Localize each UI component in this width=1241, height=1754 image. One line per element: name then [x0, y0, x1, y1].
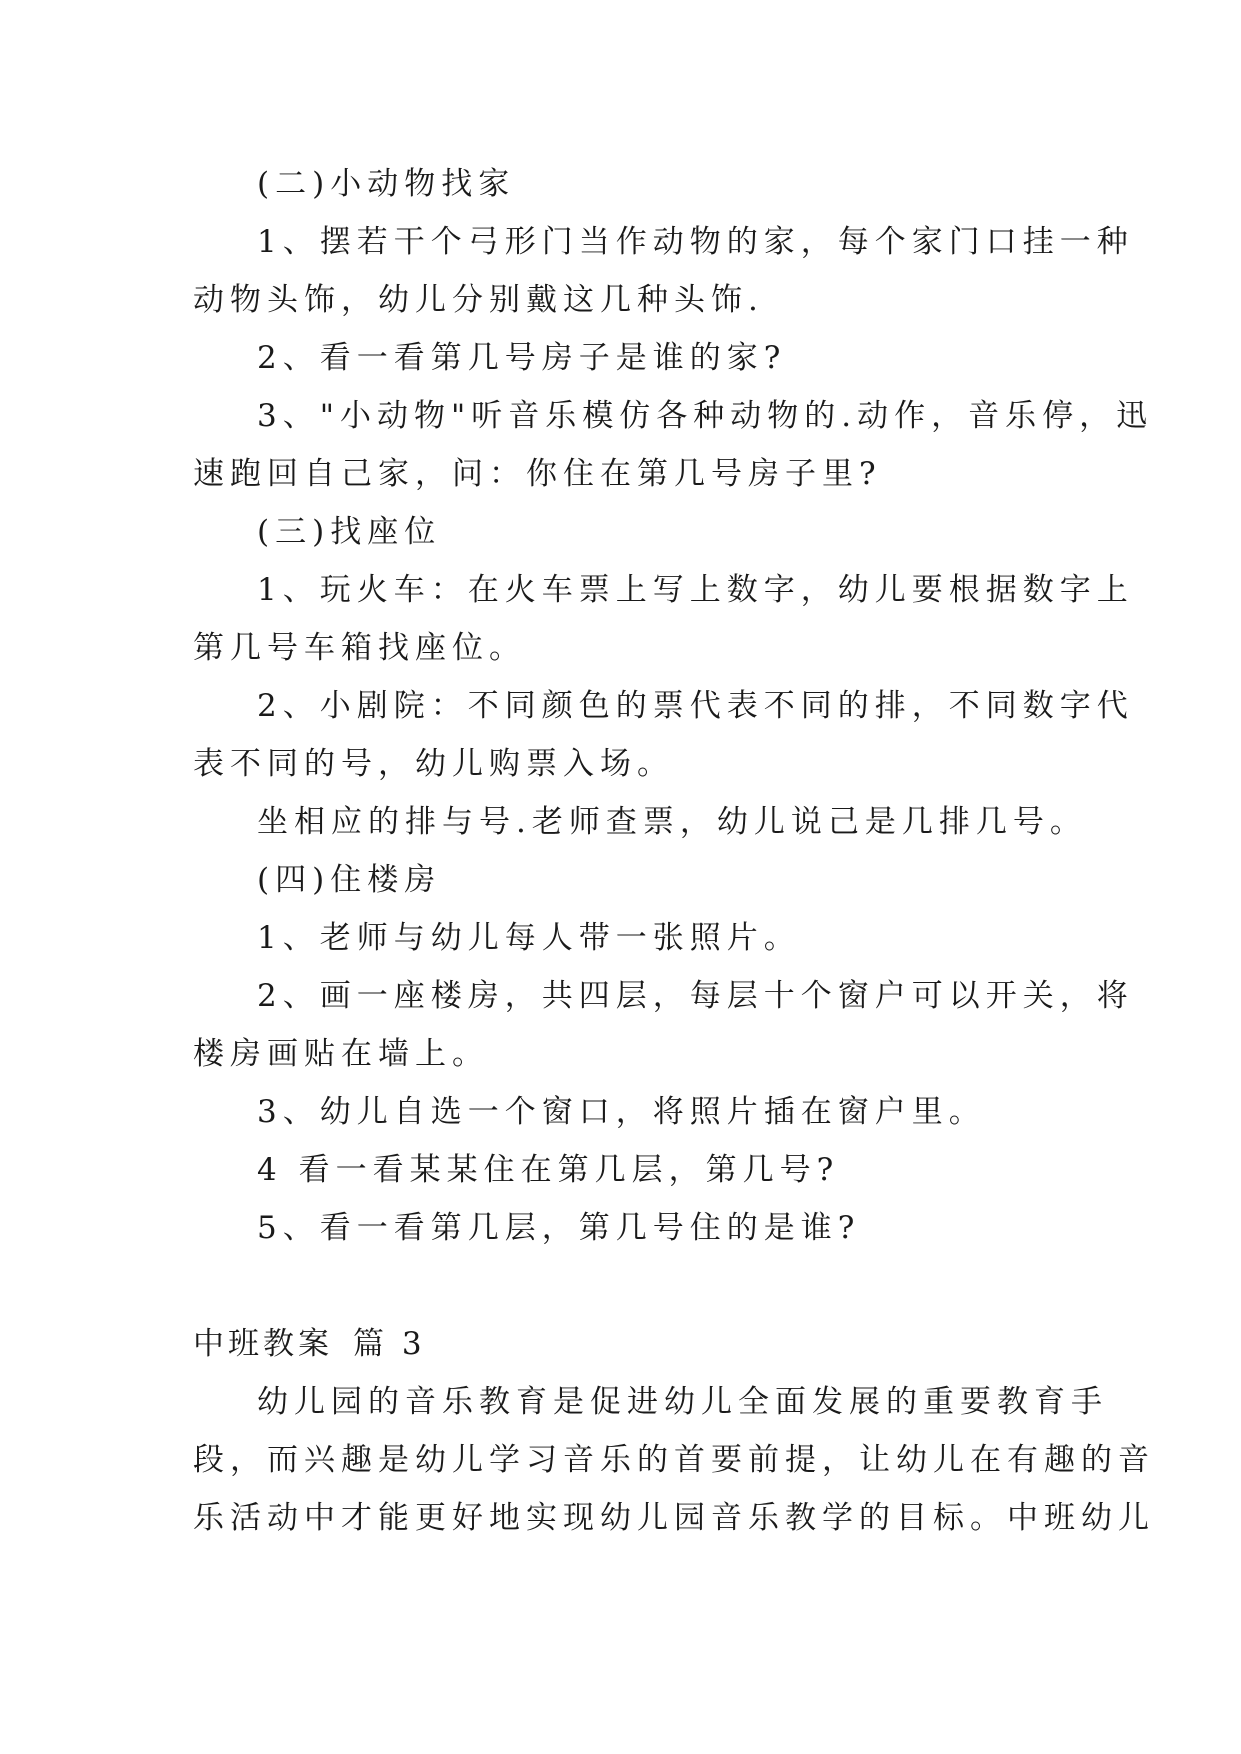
article-part-label: 篇 3: [353, 1326, 426, 1362]
paragraph-line: 1、老师与幼儿每人带一张照片。: [257, 920, 801, 956]
paragraph-line: 1、摆若干个弓形门当作动物的家，每个家门口挂一种: [257, 224, 1134, 260]
paragraph-line: 4 看一看某某住在第几层，第几号?: [257, 1152, 840, 1188]
paragraph-line: 3、幼儿自选一个窗口，将照片插在窗户里。: [257, 1094, 986, 1130]
paragraph-line: 坐相应的排与号.老师查票，幼儿说己是几排几号。: [257, 804, 1087, 840]
article-title: 中班教案: [193, 1326, 333, 1362]
paragraph-line: 楼房画贴在墙上。: [193, 1036, 489, 1072]
section-heading-find-seat: (三)找座位: [257, 514, 442, 550]
paragraph-line: 第几号车箱找座位。: [193, 630, 526, 666]
section-heading-building: (四)住楼房: [257, 862, 442, 898]
paragraph-line: 2、看一看第几号房子是谁的家?: [257, 340, 787, 376]
paragraph-line: 动物头饰，幼儿分别戴这几种头饰.: [193, 282, 764, 318]
section-spacer: [193, 1257, 1053, 1315]
paragraph-line: 5、看一看第几层，第几号住的是谁?: [257, 1210, 861, 1246]
paragraph-line: 2、小剧院：不同颜色的票代表不同的排，不同数字代: [257, 688, 1134, 724]
paragraph-line: 乐活动中才能更好地实现幼儿园音乐教学的目标。中班幼儿: [193, 1500, 1155, 1536]
paragraph-line: 幼儿园的音乐教育是促进幼儿全面发展的重要教育手: [257, 1384, 1108, 1420]
document-body: [193, 155, 1155, 1547]
paragraph-line: 3、"小动物"听音乐模仿各种动物的.动作，音乐停，迅: [257, 398, 1154, 434]
paragraph-line: 1、玩火车：在火车票上写上数字，幼儿要根据数字上: [257, 572, 1134, 608]
paragraph-line: 速跑回自己家，问：你住在第几号房子里?: [193, 456, 882, 492]
paragraph-line: 表不同的号，幼儿购票入场。: [193, 746, 674, 782]
article-heading: [193, 1315, 1053, 1373]
paragraph-line: 段，而兴趣是幼儿学习音乐的首要前提，让幼儿在有趣的音: [193, 1442, 1155, 1478]
section-heading-find-home: (二)小动物找家: [257, 166, 516, 202]
paragraph-line: 2、画一座楼房，共四层，每层十个窗户可以开关，将: [257, 978, 1134, 1014]
